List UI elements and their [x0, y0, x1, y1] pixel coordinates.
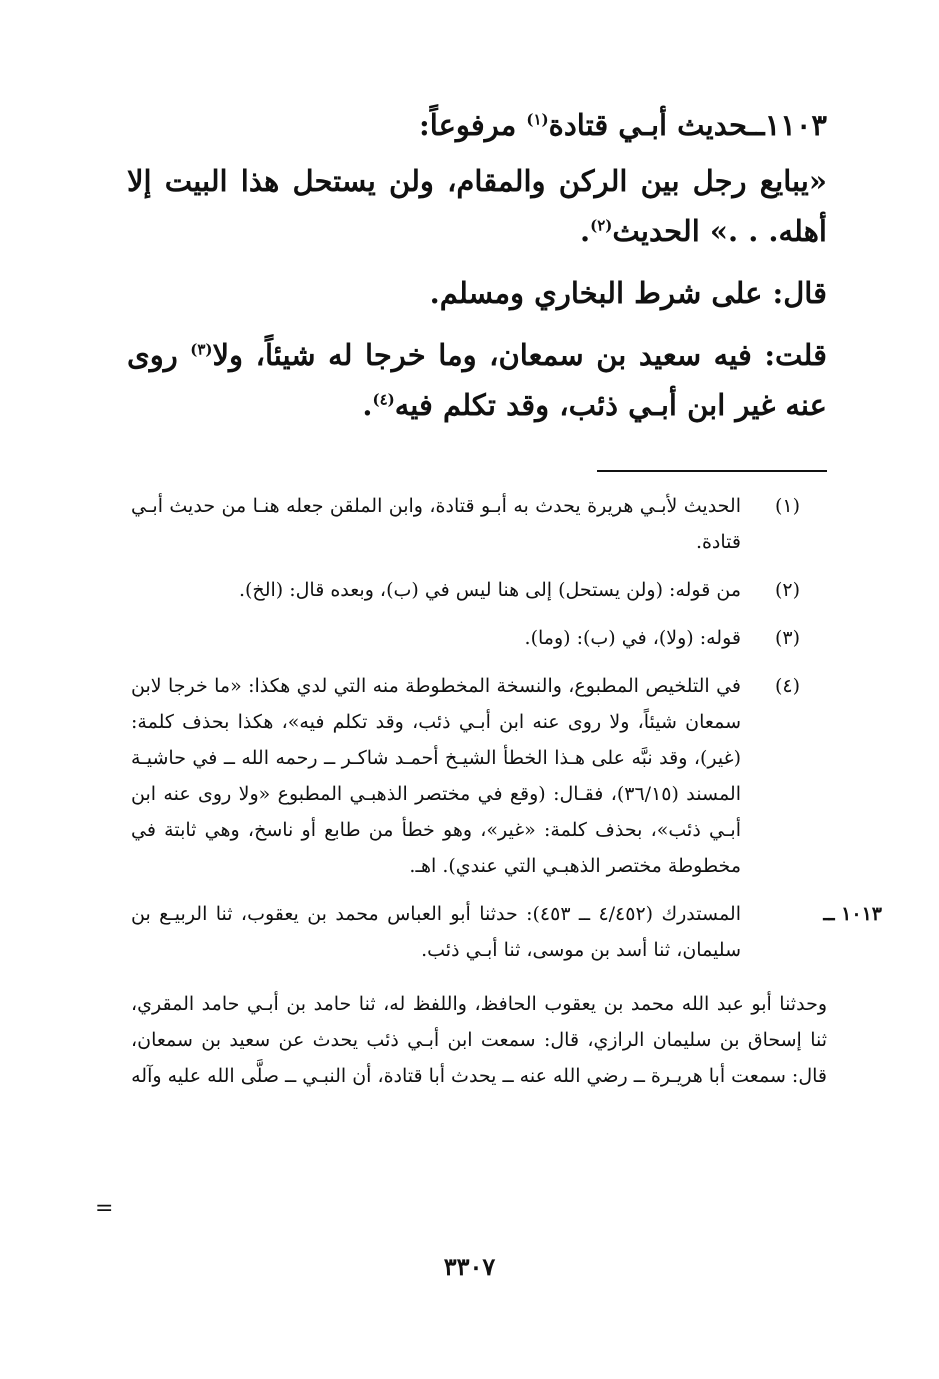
qultu-end: . [362, 388, 373, 422]
footnote-ref-1: (١) [526, 110, 549, 129]
footnote-4 [131, 668, 827, 884]
hadith-title-tail: مرفوعاً: [419, 108, 527, 142]
matn-end: . [580, 214, 591, 248]
footnote-number: (٤) [775, 675, 801, 697]
source-entry [131, 896, 882, 968]
footnote-text: من قوله: (ولن يستحل) إلى هنا ليس في (ب)، وبعده قال: (الخ). [238, 579, 741, 601]
page-number: ٣٣٠٧ [443, 1252, 496, 1281]
footnote-1 [131, 488, 827, 560]
source-number: ١٠١٣ ــ [823, 903, 882, 925]
footnote-number: (٢) [775, 579, 801, 601]
qultu-text-b: روى عنه غير ابن أبـي ذئب، وقد تكلم فيه [127, 338, 827, 422]
hadith-heading [127, 100, 827, 150]
qultu-paragraph [127, 330, 827, 430]
hadith-title: حديث أبـي قتادة [548, 108, 748, 142]
source-text: المستدرك (٤/٤٥٢ ــ ٤٥٣): حدثنا أبو العباس محمد بن يعقوب، ثنا الربيـع بن سليمان، ثنا أسد بن موسى، ثنا أبـي ذئب. [131, 903, 742, 961]
hadith-matn [127, 156, 827, 256]
footnote-2 [131, 572, 827, 608]
main-text [127, 100, 827, 430]
matn-text: «يبايع رجل بين الركن والمقام، ولن يستحل هذا البيت إلا أهله. . .» الحديث [127, 164, 827, 248]
continuation-mark: = [95, 1196, 114, 1221]
footnote-ref-3: (٣) [190, 340, 213, 359]
footnote-number: (٣) [775, 627, 801, 649]
footnote-text: قوله: (ولا)، في (ب): (وما). [524, 627, 741, 649]
footnote-text: الحديث لأبـي هريرة يحدث به أبـو قتادة، وابن الملقن جعله هنـا من حديث أبـي قتادة. [131, 495, 741, 553]
qultu-text-a: قلت: فيه سعيد بن سمعان، وما خرجا له شيئاً، ولا [212, 338, 827, 372]
footnote-number: (١) [775, 495, 801, 517]
footnote-3 [131, 620, 827, 656]
isnad-paragraph: وحدثنا أبو عبد الله محمد بن يعقوب الحافظ، واللفظ له، ثنا حامد بن أبـي حامد المقري، ثنا إسحاق بن سليمان الرازي، قال: سمعت ابن أبـي ذئب يحدث عن سعيد بن سمعان، قال: سمعت أبا هريـرة ــ رضي الله عنه ــ يحدث أبا قتادة، أن النبـي ــ صلَّى الله عليه وآله [131, 993, 827, 1087]
footnote-ref-2: (٢) [590, 216, 613, 235]
hadith-number: ١١٠٣ــ [747, 108, 827, 142]
footnote-text: في التلخيص المطبوع، والنسخة المخطوطة منه التي لدي هكذا: «ما خرجا لابن سمعان شيئاً، ولا روى عنه ابن أبـي ذئب، وقد تكلم فيه»، هكذا بحذف كلمة: (غير)، وقد نبَّه على هـذا الخطأ الشيـخ أحمـد شاكـر ــ رحمه الله ــ في حاشيـة المسند (٣٦/١٥)، فقـال: (وقع في مختصر الذهبـي المطبوع «ولا روى عنه ابن أبـي ذئب»، بحذف كلمة: «غير»، وهو خطأ من طابع أو ناسخ، وهي ثابتة في مخطوطة مختصر الذهبـي التي عندي). اهـ. [131, 675, 741, 877]
qala-line: قال: على شرط البخاري ومسلم. [429, 276, 827, 310]
footnotes [131, 488, 882, 1094]
footnote-separator [597, 470, 827, 472]
footnote-ref-4: (٤) [372, 390, 395, 409]
